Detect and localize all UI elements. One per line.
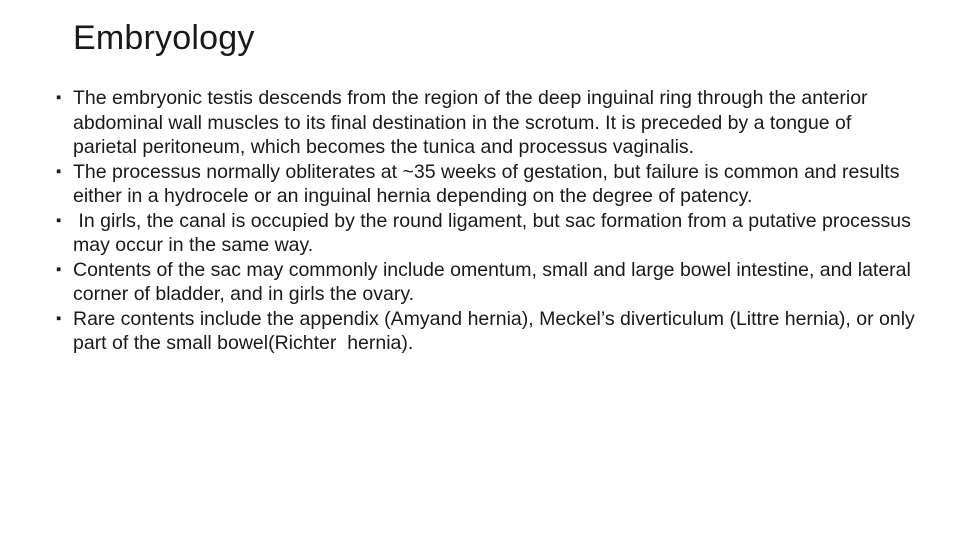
bullet-list: [55, 86, 921, 356]
bullet-item: [55, 209, 915, 258]
bullet-square-icon: ▪: [56, 260, 62, 278]
bullet-item: [55, 258, 915, 307]
bullet-text: The embryonic testis descends from the region of the deep inguinal ring through the anterior abdominal wall muscles to its final destination in the scrotum. It is preceded by a tongue of parietal peritoneum, which becomes the tunica and processus vaginalis.: [73, 87, 868, 158]
bullet-text: Contents of the sac may commonly include omentum, small and large bowel intestine, and lateral corner of bladder, and in girls the ovary.: [73, 258, 911, 305]
bullet-item: [55, 86, 915, 160]
bullet-text: Rare contents include the appendix (Amyand hernia), Meckel’s diverticulum (Littre hernia), or only part of the small bowel(Richter hernia).: [73, 307, 921, 354]
bullet-item: [55, 160, 915, 209]
bullet-item: [55, 307, 921, 356]
bullet-square-icon: ▪: [56, 211, 62, 229]
bullet-text: The processus normally obliterates at ~35 weeks of gestation, but failure is common and results either in a hydrocele or an inguinal hernia depending on the degree of patency.: [73, 160, 900, 207]
slide-title: Embryology: [73, 19, 255, 57]
bullet-square-icon: ▪: [56, 89, 62, 106]
bullet-square-icon: ▪: [56, 309, 62, 327]
bullet-text: In girls, the canal is occupied by the round ligament, but sac formation from a putative processus may occur in the same way.: [73, 209, 917, 256]
bullet-square-icon: ▪: [56, 162, 62, 180]
